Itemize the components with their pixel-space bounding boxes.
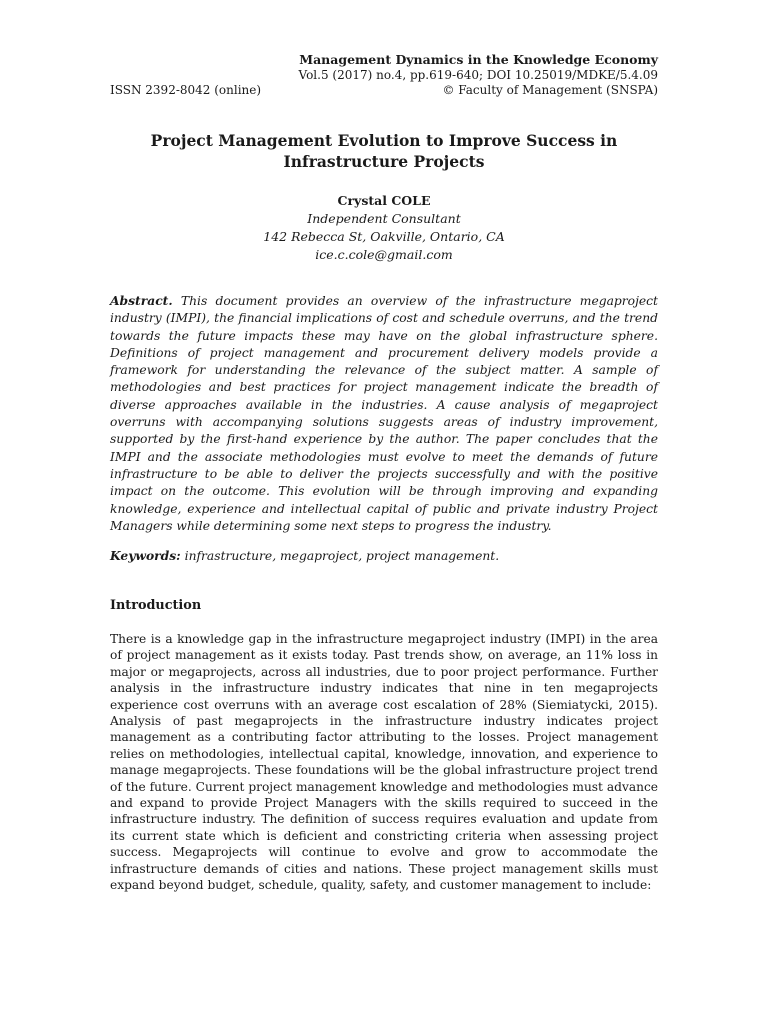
header-row <box>110 83 658 97</box>
paper-title <box>110 130 658 172</box>
author-block <box>110 192 658 264</box>
copyright: © Faculty of Management (SNSPA) <box>442 83 658 97</box>
author-affiliation: Independent Consultant <box>307 211 461 226</box>
abstract-text: This document provides an overview of the infrastructure megaproject industry (IMPI), the financial implications of cost and schedule overruns, and the trend towards the future impacts these may have on the global infrastructure sphere. Definitions of project management and procurement delivery models provide a framework for understanding the relevance of the subject matter. A sample of methodologies and best practices for project management indicate the breadth of diverse approaches available in the industries. A cause analysis of megaproject overruns with accompanying solutions suggests areas of industry improvement, supported by the first-hand experience by the author. The paper concludes that the IMPI and the associate methodologies must evolve to meet the demands of future infrastructure to be able to deliver the projects successfully and with the positive impact on the outcome. This evolution will be through improving and expanding knowledge, experience and intellectual capital of public and private industry Project Managers while determining some next steps to progress the industry. <box>110 294 658 533</box>
journal-name: Management Dynamics in the Knowledge Economy <box>299 52 658 67</box>
introduction-heading: Introduction <box>110 598 202 613</box>
abstract-label: Abstract. <box>110 293 173 308</box>
keywords-label: Keywords: <box>110 548 181 563</box>
introduction-paragraph: There is a knowledge gap in the infrastructure megaproject industry (IMPI) in the area of project management as it exists today. Past trends show, on average, an 11% loss in major or megaprojects, across all industries, due to poor project performance. Further analysis in the infrastructure industry indicates that nine in ten megaprojects experience cost overruns with an average cost escalation of 28% (Siemiatycki, 2015). Analysis of past megaprojects in the infrastructure industry indicates project management as a contributing factor attributing to the losses. Project management relies on methodologies, intellectual capital, knowledge, innovation, and experience to manage megaprojects. These foundations will be the global infrastructure project trend of the future. Current project management knowledge and methodologies must advance and expand to provide Project Managers with the skills required to succeed in the infrastructure industry. The definition of success requires evaluation and update from its current state which is deficient and constricting criteria when assessing project success. Megaprojects will continue to evolve and grow to accommodate the infrastructure demands of cities and nations. These project management skills must expand beyond budget, schedule, quality, safety, and customer management to include: <box>110 632 658 893</box>
author-name: Crystal COLE <box>337 193 431 208</box>
title-line-2: Infrastructure Projects <box>283 152 485 171</box>
issn: ISSN 2392-8042 (online) <box>110 83 262 97</box>
volume-info: Vol.5 (2017) no.4, pp.619-640; DOI 10.25019/MDKE/5.4.09 <box>298 68 658 82</box>
author-address: 142 Rebecca St, Oakville, Ontario, CA <box>263 229 505 244</box>
keywords <box>110 547 658 565</box>
keywords-text: infrastructure, megaproject, project management. <box>184 549 500 563</box>
abstract <box>110 292 658 535</box>
title-line-1: Project Management Evolution to Improve Success in <box>150 131 618 150</box>
author-email: ice.c.cole@gmail.com <box>315 247 453 262</box>
